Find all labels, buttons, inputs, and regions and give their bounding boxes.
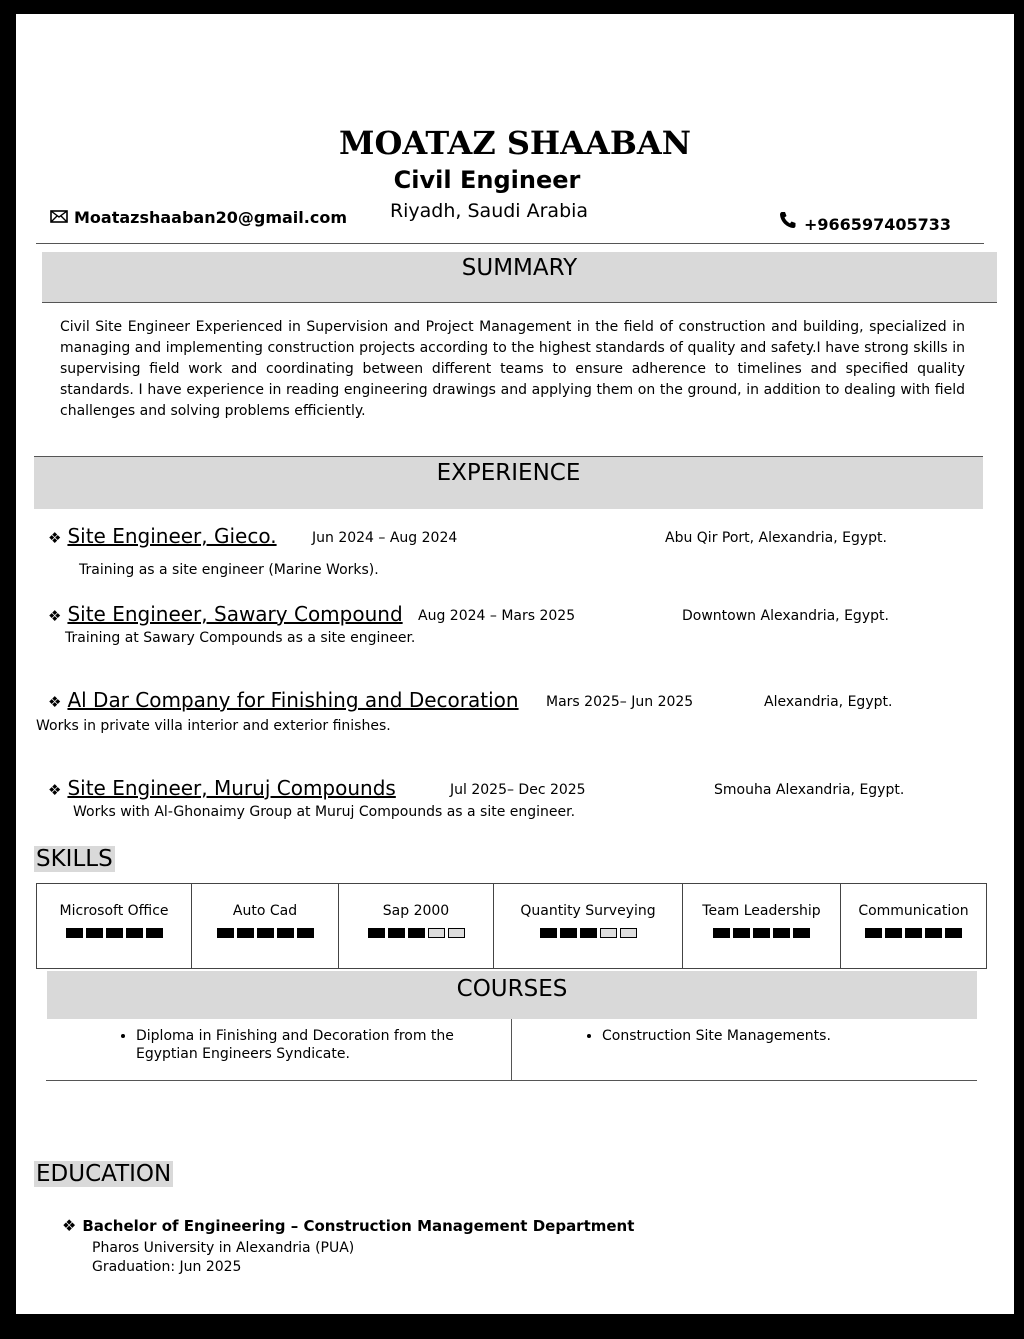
rating-filled-square [733, 928, 750, 938]
rating-filled-square [237, 928, 254, 938]
phone-icon [778, 210, 798, 234]
rating-empty-square [620, 928, 637, 938]
skill-name: Communication [858, 903, 969, 919]
diamond-bullet-icon: ❖ [48, 781, 62, 799]
skill-cell [339, 884, 494, 968]
job-entry-dates: Jul 2025– Dec 2025 [450, 782, 586, 798]
rating-filled-square [146, 928, 163, 938]
rating-filled-square [297, 928, 314, 938]
email-contact[interactable] [50, 208, 347, 227]
skill-rating [683, 928, 840, 938]
skills-heading: SKILLS [36, 846, 113, 872]
job-entry-place: Alexandria, Egypt. [764, 694, 893, 710]
candidate-name: MOATAZ SHAABAN [339, 124, 691, 162]
job-entry-desc: Training as a site engineer (Marine Works). [79, 562, 379, 578]
education-graduation: Graduation: Jun 2025 [92, 1259, 242, 1275]
skill-rating [192, 928, 338, 938]
rating-filled-square [257, 928, 274, 938]
skill-name: Sap 2000 [382, 903, 450, 919]
job-entry-place: Smouha Alexandria, Egypt. [714, 782, 905, 798]
job-entry-dates: Jun 2024 – Aug 2024 [312, 530, 458, 546]
skill-rating [494, 928, 682, 938]
phone-contact[interactable] [778, 210, 951, 234]
education-degree: Bachelor of Engineering – Construction Management Department [82, 1217, 635, 1235]
skill-cell [192, 884, 339, 968]
skill-rating [841, 928, 986, 938]
diamond-bullet-icon: ❖ [48, 529, 62, 547]
rating-filled-square [865, 928, 882, 938]
courses-band [47, 971, 977, 1019]
skill-name: Microsoft Office [59, 903, 169, 919]
summary-band [42, 252, 997, 303]
job-entry-title: Al Dar Company for Finishing and Decoration [67, 688, 519, 712]
rating-filled-square [217, 928, 234, 938]
rating-filled-square [277, 928, 294, 938]
rating-empty-square [428, 928, 445, 938]
summary-heading: SUMMARY [461, 255, 578, 281]
skills-table [36, 883, 987, 969]
diamond-bullet-icon: ❖ [62, 1216, 77, 1235]
job-entry-title: Site Engineer, Muruj Compounds [67, 776, 396, 800]
skill-cell [841, 884, 986, 968]
phone-text: +966597405733 [804, 215, 951, 234]
job-entry [48, 602, 403, 626]
experience-heading: EXPERIENCE [436, 460, 581, 486]
diamond-bullet-icon: ❖ [48, 693, 62, 711]
skill-rating [37, 928, 191, 938]
rating-filled-square [388, 928, 405, 938]
rating-filled-square [408, 928, 425, 938]
rating-filled-square [753, 928, 770, 938]
education-entry [62, 1216, 634, 1235]
job-entry-dates: Aug 2024 – Mars 2025 [418, 608, 576, 624]
summary-text: Civil Site Engineer Experienced in Supervision and Project Management in the field of construction and building, specialized in managing and implementing construction projects according to the highest standards of quality and safety.I have strong skills in supervising field work and coordinating between different teams to ensure adherence to timelines and specified quality standards. I have experience in reading engineering drawings and applying them on the ground, in addition to dealing with field challenges and solving problems efficiently. [60, 319, 965, 419]
skill-rating [339, 928, 493, 938]
header-divider [36, 243, 984, 244]
location: Riyadh, Saudi Arabia [389, 200, 589, 222]
rating-filled-square [885, 928, 902, 938]
job-entry-title: Site Engineer, Sawary Compound [67, 602, 403, 626]
rating-filled-square [925, 928, 942, 938]
course-column [46, 1019, 512, 1080]
rating-empty-square [448, 928, 465, 938]
job-entry-dates: Mars 2025– Jun 2025 [546, 694, 694, 710]
skill-cell [683, 884, 841, 968]
courses-divider [46, 1080, 977, 1081]
skill-name: Quantity Surveying [520, 903, 656, 919]
rating-filled-square [945, 928, 962, 938]
skill-name: Team Leadership [702, 903, 821, 919]
job-entry [48, 776, 396, 800]
course-item: • Construction Site Managements. [602, 1027, 976, 1045]
job-entry-place: Downtown Alexandria, Egypt. [682, 608, 889, 624]
rating-filled-square [540, 928, 557, 938]
education-heading: EDUCATION [36, 1161, 172, 1187]
course-column [512, 1019, 976, 1080]
course-item: • Diploma in Finishing and Decoration from the Egyptian Engineers Syndicate. [136, 1027, 511, 1063]
job-entry-title: Site Engineer, Gieco. [67, 524, 277, 548]
skill-name: Auto Cad [232, 903, 298, 919]
rating-filled-square [773, 928, 790, 938]
rating-filled-square [580, 928, 597, 938]
courses-list [46, 1019, 976, 1080]
job-title: Civil Engineer [393, 166, 581, 194]
envelope-icon [50, 208, 68, 227]
email-text: Moatazshaaban20@gmail.com [74, 208, 347, 227]
rating-filled-square [793, 928, 810, 938]
job-entry [48, 688, 519, 712]
diamond-bullet-icon: ❖ [48, 607, 62, 625]
rating-empty-square [600, 928, 617, 938]
job-entry-place: Abu Qir Port, Alexandria, Egypt. [665, 530, 887, 546]
rating-filled-square [368, 928, 385, 938]
resume-page [16, 14, 1014, 1314]
job-entry-desc: Works in private villa interior and exterior finishes. [36, 718, 391, 734]
rating-filled-square [66, 928, 83, 938]
skill-cell [494, 884, 683, 968]
rating-filled-square [86, 928, 103, 938]
rating-filled-square [713, 928, 730, 938]
experience-band [34, 456, 983, 509]
rating-filled-square [106, 928, 123, 938]
rating-filled-square [905, 928, 922, 938]
education-university: Pharos University in Alexandria (PUA) [92, 1240, 355, 1256]
skill-cell [37, 884, 192, 968]
job-entry-desc: Training at Sawary Compounds as a site engineer. [65, 630, 416, 646]
job-entry-desc: Works with Al-Ghonaimy Group at Muruj Compounds as a site engineer. [73, 804, 576, 820]
job-entry [48, 524, 277, 548]
rating-filled-square [560, 928, 577, 938]
courses-heading: COURSES [456, 976, 568, 1002]
rating-filled-square [126, 928, 143, 938]
